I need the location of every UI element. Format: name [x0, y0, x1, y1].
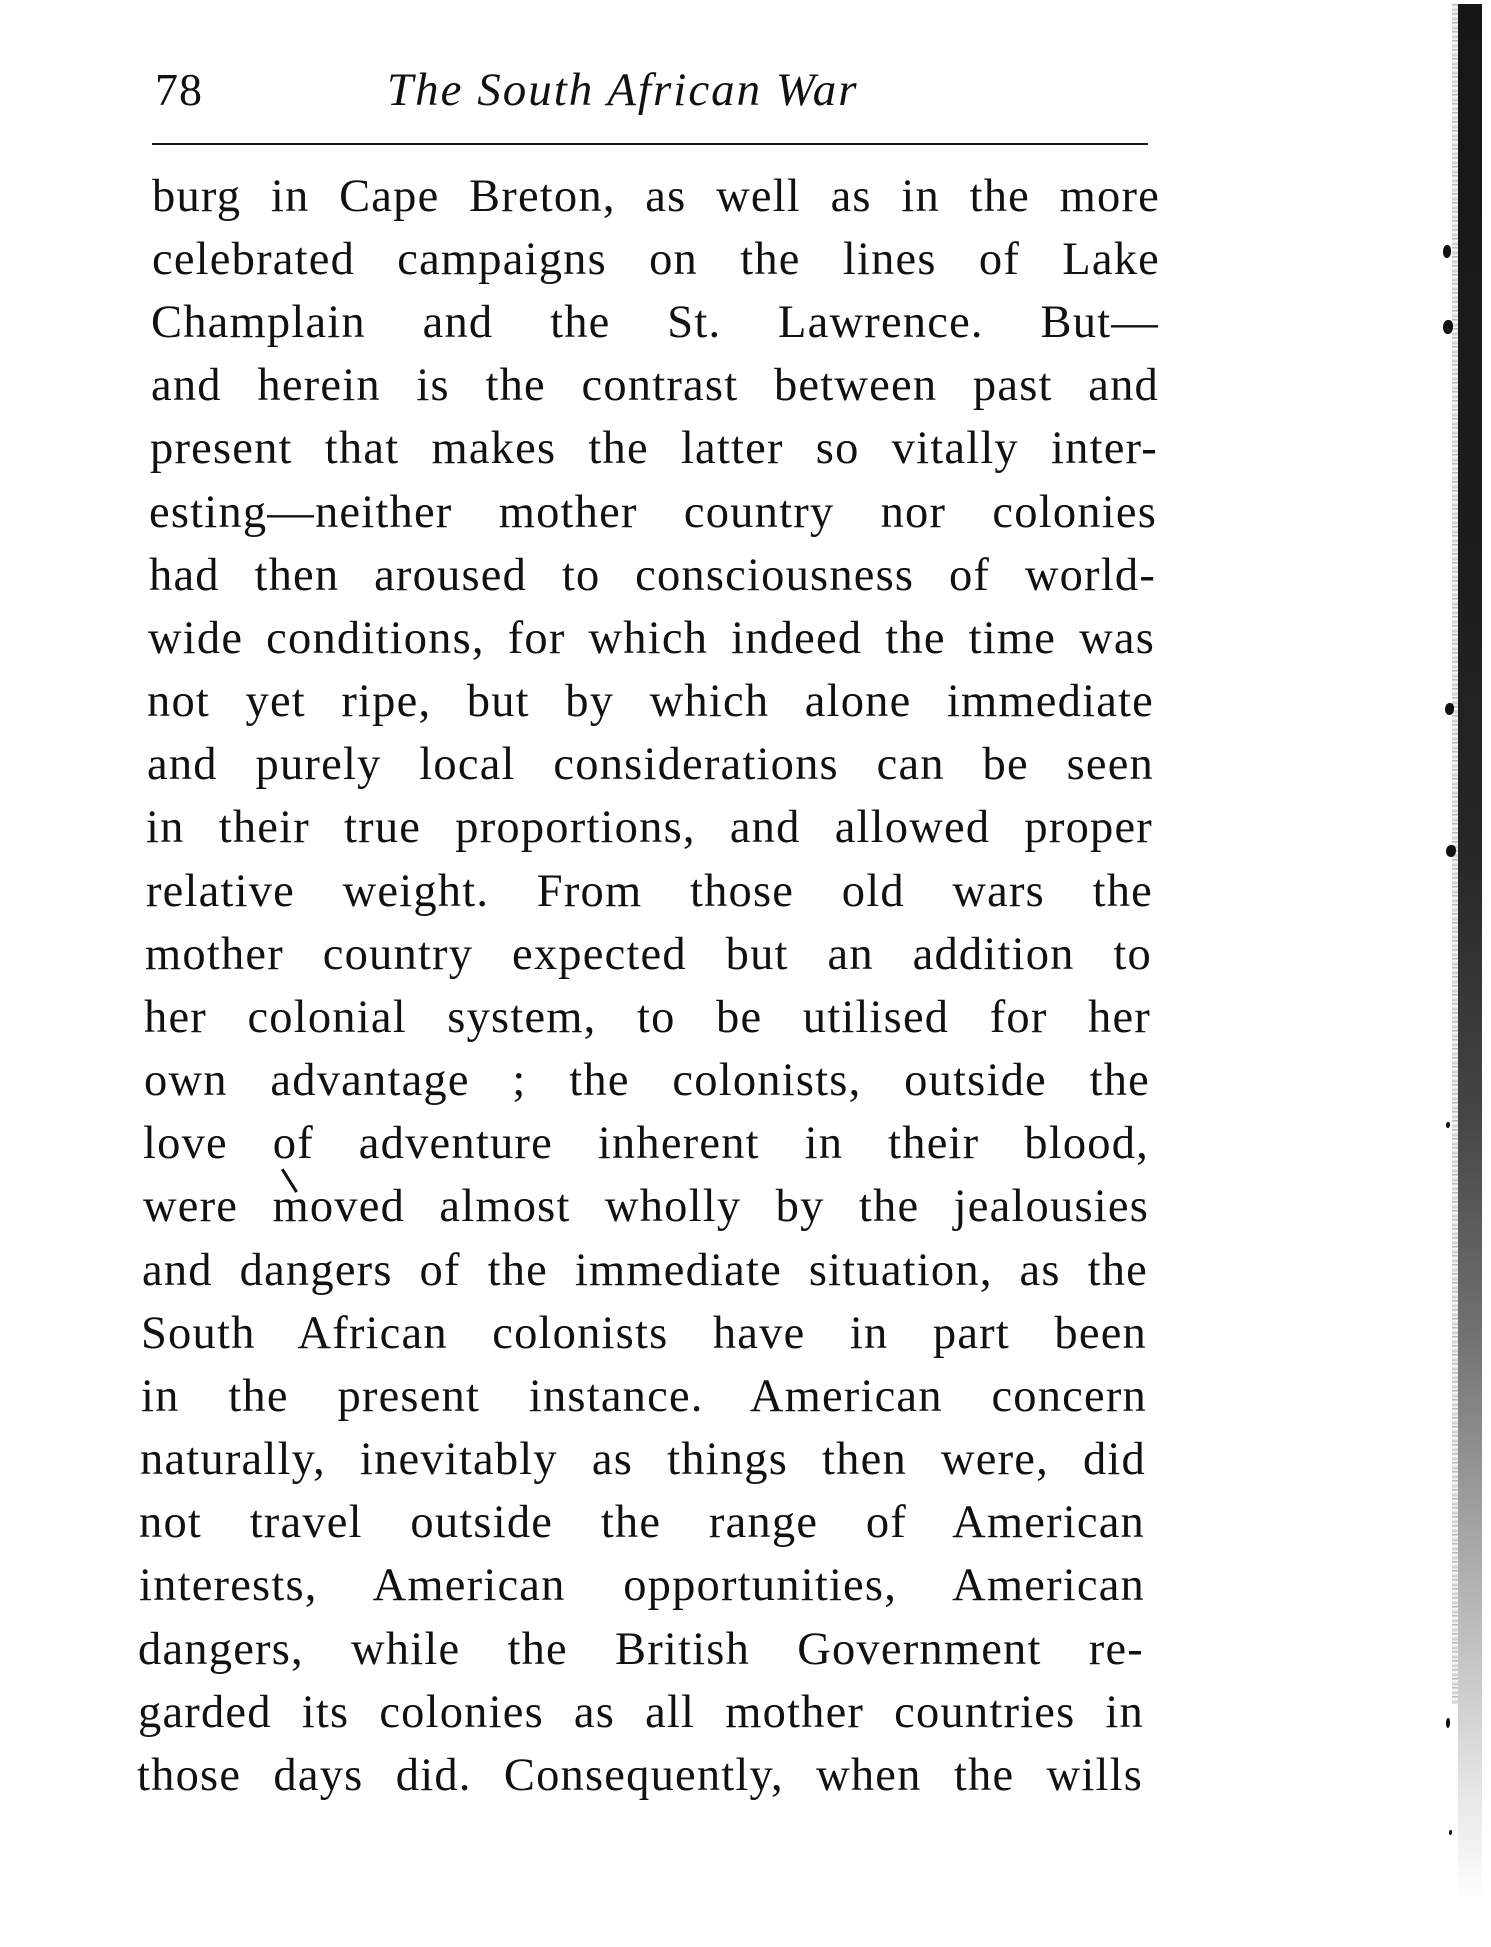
text-line: wide conditions, for which indeed the time was: [148, 613, 1155, 664]
text-line: not yet ripe, but by which alone immediate: [147, 676, 1154, 727]
text-line: in the present instance. American concern: [141, 1371, 1147, 1422]
text-line: were moved almost wholly by the jealousies: [143, 1181, 1149, 1232]
scan-speck: [1446, 845, 1456, 857]
text-line: and herein is the contrast between past and: [151, 360, 1159, 411]
text-line: burg in Cape Breton, as well as in the more: [152, 171, 1160, 222]
text-line: present that makes the latter so vitally inter-: [150, 423, 1158, 474]
text-line: esting—neither mother country nor colonies: [149, 487, 1157, 538]
text-line: mother country expected but an addition to: [145, 929, 1152, 980]
book-binding-gutter: [1458, 4, 1482, 1904]
text-line: not travel outside the range of American: [139, 1497, 1145, 1548]
text-line: and purely local considerations can be seen: [147, 739, 1154, 790]
scan-speck: [1443, 320, 1453, 334]
scan-speck: [1445, 703, 1454, 715]
text-line: garded its colonies as all mother countries in: [138, 1687, 1144, 1738]
text-line: relative weight. From those old wars the: [146, 866, 1153, 917]
scan-speck: [1449, 1830, 1452, 1835]
text-line: own advantage ; the colonists, outside the: [144, 1055, 1150, 1106]
text-line: Champlain and the St. Lawrence. But—: [151, 297, 1159, 348]
text-line: interests, American opportunities, American: [139, 1560, 1145, 1611]
scan-speck: [1446, 1718, 1450, 1728]
running-title: The South African War: [387, 64, 859, 116]
text-line: and dangers of the immediate situation, as the: [142, 1245, 1148, 1296]
text-line: her colonial system, to be utilised for her: [144, 992, 1151, 1043]
text-line: South African colonists have in part been: [141, 1308, 1147, 1359]
page-number: 78: [155, 64, 203, 115]
text-line: celebrated campaigns on the lines of Lake: [152, 234, 1160, 285]
scan-speck: [1446, 1122, 1450, 1128]
text-line: dangers, while the British Government re-: [138, 1624, 1144, 1675]
text-line: love of adventure inherent in their blood,: [143, 1118, 1149, 1169]
text-line: in their true proportions, and allowed proper: [146, 802, 1153, 853]
text-line: had then aroused to consciousness of world-: [149, 550, 1156, 601]
text-line: those days did. Consequently, when the wills: [137, 1750, 1143, 1801]
scan-speck: [1443, 245, 1451, 258]
text-line: naturally, inevitably as things then were, did: [140, 1434, 1146, 1485]
